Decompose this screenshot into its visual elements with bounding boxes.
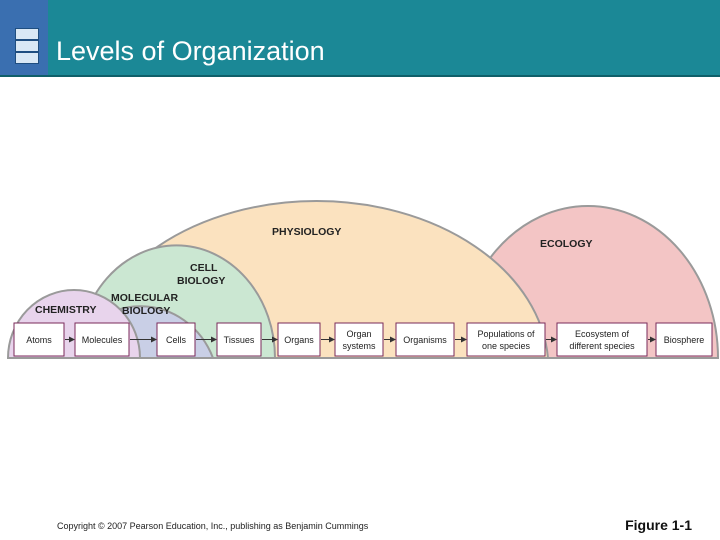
level-label: Tissues <box>223 335 255 345</box>
molecular-biology-label-line1: MOLECULAR <box>111 292 179 304</box>
level-label: Organs <box>284 335 314 345</box>
cells-box <box>157 323 195 356</box>
copyright-text: Copyright © 2007 Pearson Education, Inc., publishing as Benjamin Cummings <box>57 521 369 531</box>
page-title: Levels of Organization <box>56 36 325 66</box>
title-bar <box>0 0 720 77</box>
organisms-box <box>396 323 454 356</box>
molecular-biology-label-line2: BIOLOGY <box>122 305 171 317</box>
level-label-line1: Populations of <box>477 329 535 339</box>
biosphere-box <box>656 323 712 356</box>
level-label: Organisms <box>403 335 447 345</box>
logo-bar <box>15 40 39 52</box>
level-label: Biosphere <box>663 335 705 345</box>
physiology-label: PHYSIOLOGY <box>272 226 342 238</box>
logo-bar <box>15 52 39 64</box>
level-label-line1: Organ <box>346 329 372 339</box>
level-box-frame <box>335 323 383 356</box>
organ-systems-box <box>335 323 383 356</box>
level-label-line2: systems <box>342 341 376 351</box>
level-box-frame <box>557 323 647 356</box>
logo-bar <box>15 28 39 40</box>
level-label-line1: Ecosystem of <box>574 329 630 339</box>
level-label: Cells <box>165 335 187 345</box>
figure-label: Figure 1-1 <box>625 517 692 533</box>
level-label-line2: different species <box>569 341 635 351</box>
ecology-label: ECOLOGY <box>540 238 593 250</box>
level-label-line2: one species <box>481 341 531 351</box>
logo-icon <box>0 0 48 75</box>
cell-biology-label-line2: BIOLOGY <box>177 275 226 287</box>
levels-diagram <box>0 170 720 365</box>
organs-box <box>278 323 320 356</box>
level-label: Molecules <box>81 335 123 345</box>
molecules-box <box>75 323 129 356</box>
level-boxes <box>14 323 712 356</box>
atoms-box <box>14 323 64 356</box>
populations-box <box>467 323 545 356</box>
tissues-box <box>217 323 261 356</box>
level-label: Atoms <box>26 335 52 345</box>
chemistry-label: CHEMISTRY <box>35 304 97 316</box>
level-box-frame <box>467 323 545 356</box>
ecosystem-box <box>557 323 647 356</box>
cell-biology-label-line1: CELL <box>190 262 218 274</box>
